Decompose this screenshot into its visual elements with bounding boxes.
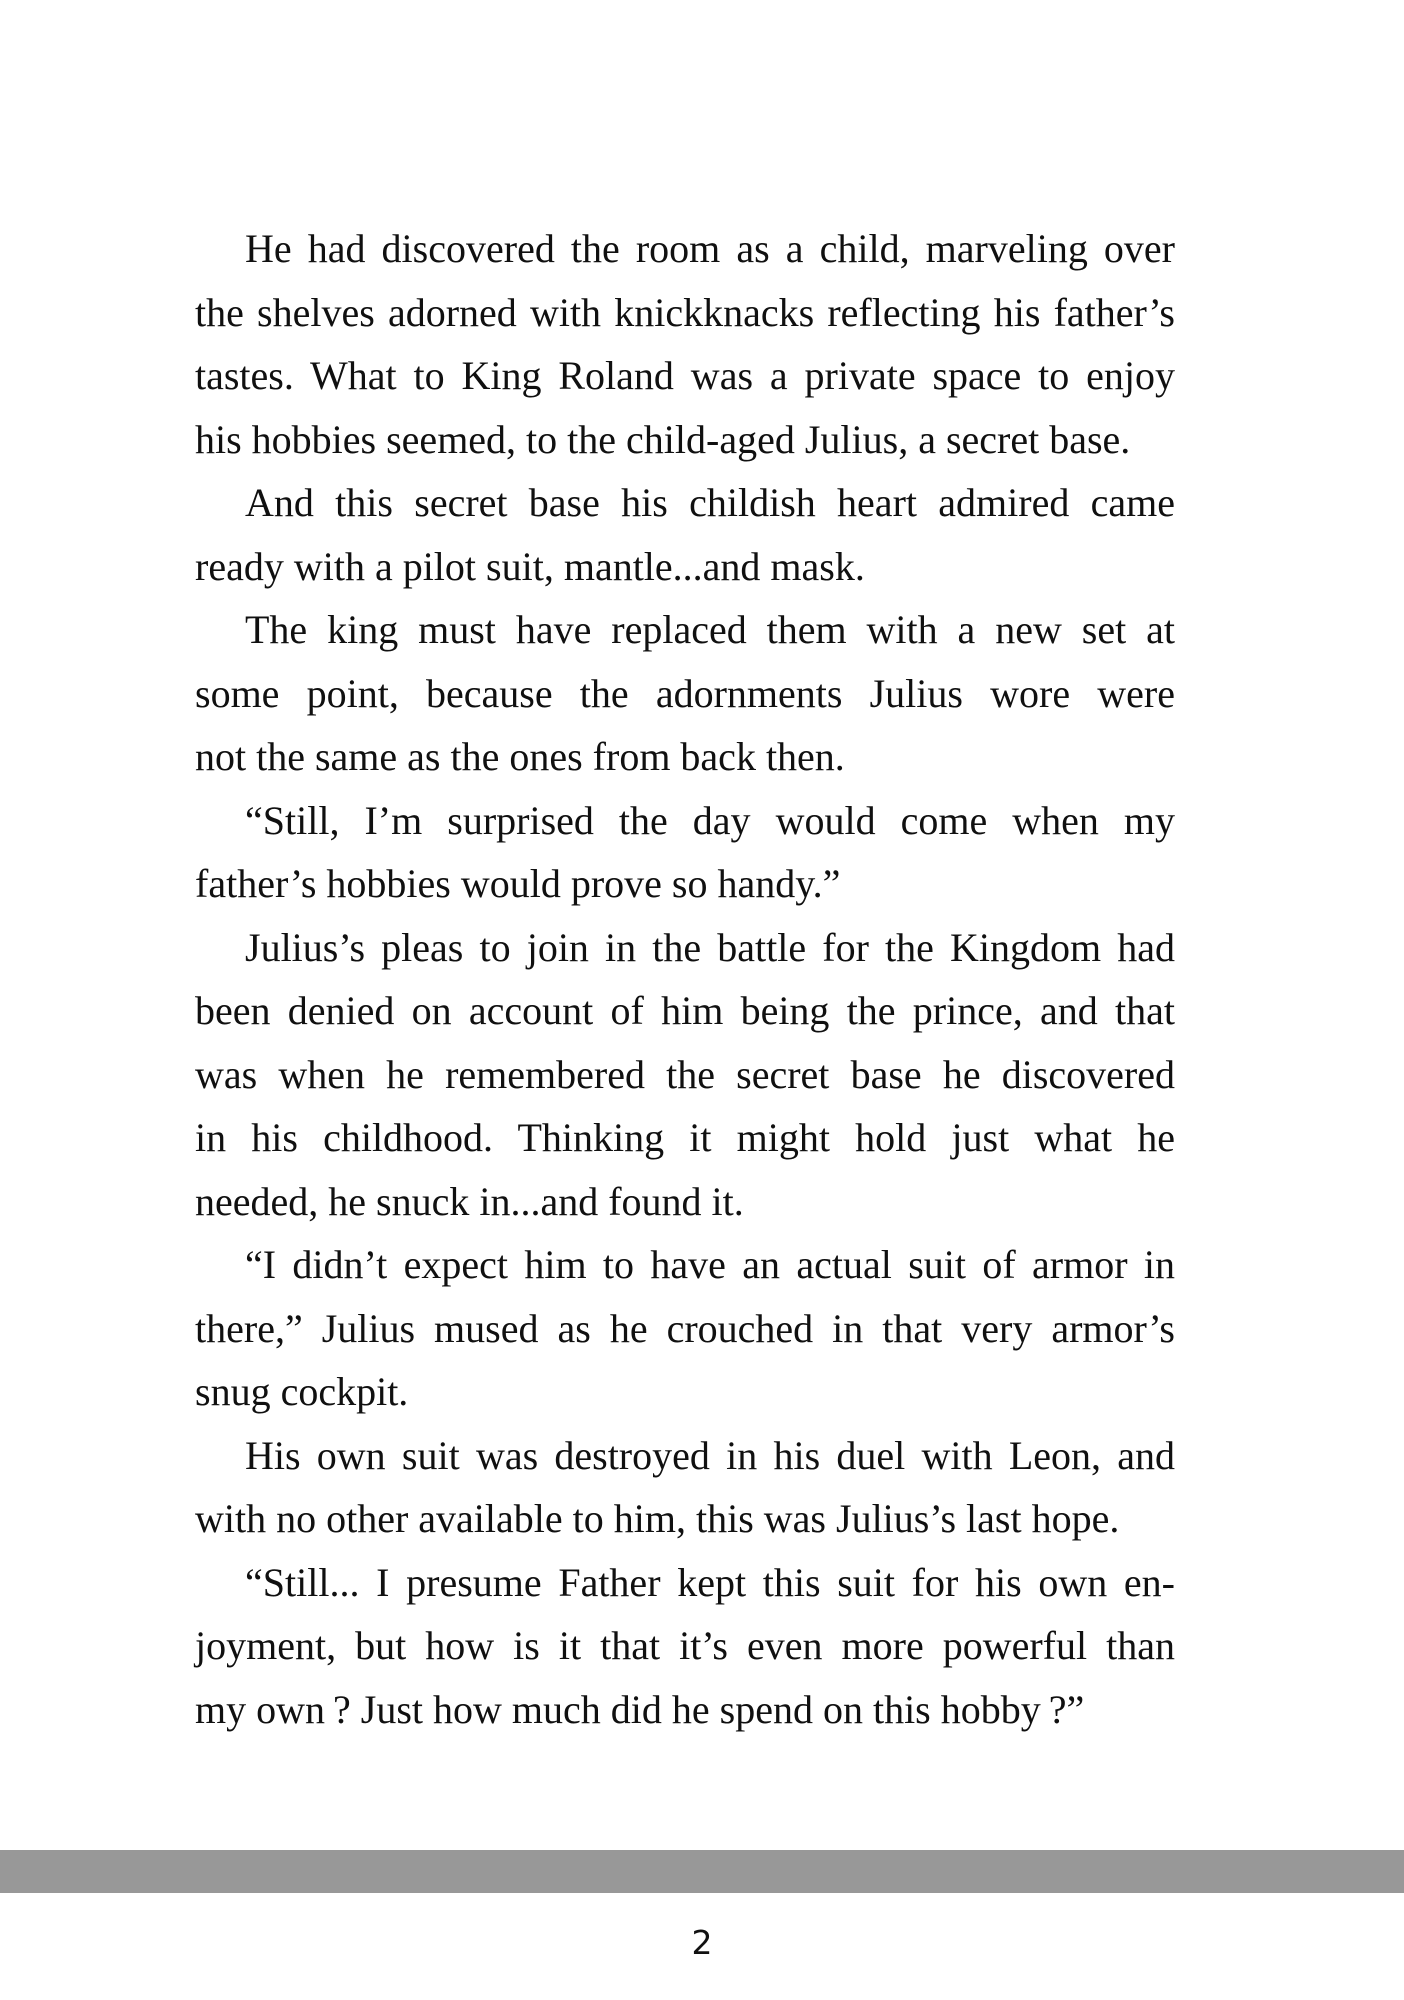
text-line: His own suit was destroyed in his duel with Leon, and xyxy=(245,1432,1175,1478)
text-line: not the same as the ones from back then. xyxy=(195,734,845,779)
text-line: snug cockpit. xyxy=(195,1369,409,1414)
text-line: ready with a pilot suit, mantle...and mask. xyxy=(195,543,865,589)
text-line: joyment, but how is it that it’s even more powerful than xyxy=(195,1623,1175,1668)
paragraph xyxy=(195,1424,1175,1551)
text-line: some point, because the adornments Julius wore were xyxy=(195,670,1175,716)
text-line: “I didn’t expect him to have an actual suit of armor in xyxy=(245,1242,1175,1287)
paragraph xyxy=(195,217,1175,471)
text-line: his hobbies seemed, to the child-aged Julius, a secret base. xyxy=(195,416,1131,462)
paragraph xyxy=(195,916,1175,1234)
paragraph xyxy=(195,598,1175,789)
text-line: The king must have replaced them with a new set at xyxy=(245,607,1175,652)
text-line: with no other available to him, this was Julius’s last hope. xyxy=(195,1496,1120,1541)
text-line: “Still... I presume Father kept this suit for his own en- xyxy=(245,1559,1175,1605)
text-line: Julius’s pleas to join in the battle for the Kingdom had xyxy=(245,924,1175,970)
footer-divider-bar xyxy=(0,1850,1404,1893)
text-line: in his childhood. Thinking it might hold just what he xyxy=(195,1115,1175,1160)
text-line: “Still, I’m surprised the day would come when my xyxy=(245,797,1175,843)
page-number: 2 xyxy=(691,1923,713,1962)
paragraph xyxy=(195,471,1175,598)
paragraph xyxy=(195,789,1175,916)
text-line: tastes. What to King Roland was a private space to enjoy xyxy=(195,353,1175,398)
text-line: the shelves adorned with knickknacks reflecting his father’s xyxy=(195,289,1175,335)
text-line: He had discovered the room as a child, marveling over xyxy=(245,226,1175,271)
text-line: And this secret base his childish heart admired came xyxy=(245,480,1175,525)
text-line: been denied on account of him being the prince, and that xyxy=(195,988,1175,1033)
text-line: father’s hobbies would prove so handy.” xyxy=(195,861,841,906)
paragraph xyxy=(195,1551,1175,1742)
text-line: there,” Julius mused as he crouched in that very armor’s xyxy=(195,1305,1175,1351)
text-line: was when he remembered the secret base he discovered xyxy=(195,1051,1175,1097)
page-text xyxy=(195,217,1175,1741)
text-line: needed, he snuck in...and found it. xyxy=(195,1178,744,1224)
paragraph xyxy=(195,1233,1175,1424)
text-line: my own ? Just how much did he spend on this hobby ?” xyxy=(195,1686,1085,1732)
